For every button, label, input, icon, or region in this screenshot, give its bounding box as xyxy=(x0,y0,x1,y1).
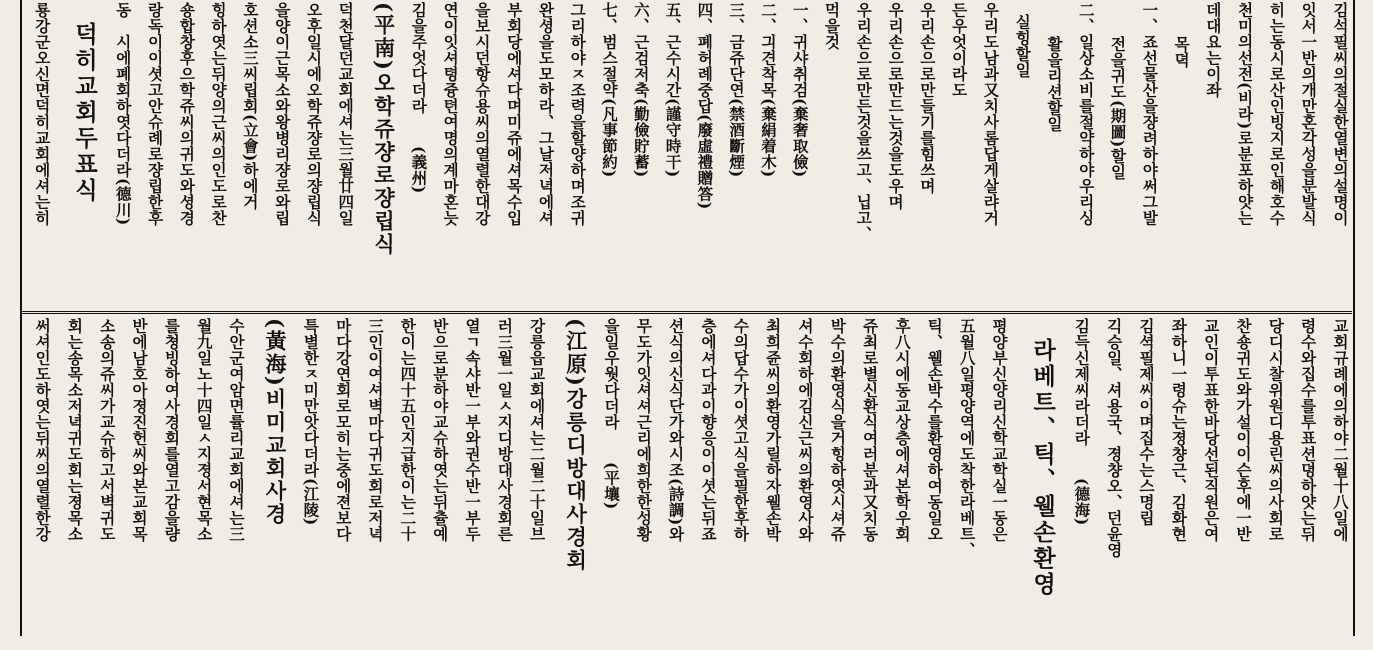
top-text-column: 七、범스절약(凡事節約) xyxy=(600,2,620,178)
bottom-text-column: 을일우웟다더라 (平壤) xyxy=(602,318,622,510)
top-text-column: 三、금쥬단연(禁酒斷煙) xyxy=(727,2,747,178)
top-text-column: 一、죠선물산을쟝려하야써그발 xyxy=(1140,2,1160,226)
bottom-text-column: 러三월一일ㅅ지디방대사경회른 xyxy=(495,318,515,542)
top-text-column: 二、일상소비를절약하야우리싱 xyxy=(1076,2,1096,226)
top-text-column: 우리도남과又치사롬답게살랴거 xyxy=(981,2,1001,226)
bottom-text-column: 교인이투표한바당선된직원은여 xyxy=(1201,318,1221,542)
bottom-text-column: 특별한ㅈ미만앗다더라(江陵) xyxy=(301,318,321,526)
top-text-column: (平南)오학쥬쟝로쟝립식 xyxy=(371,2,397,256)
bottom-text-column: 마다강연회로모히는중에젼보다 xyxy=(333,318,353,542)
bottom-text-column: 최희쥰씨의환영가릴하자웰손박 xyxy=(763,318,783,542)
bottom-text-column: 당디시찰위원디용린씨의사회로 xyxy=(1266,318,1286,542)
top-text-column: 을보시던항슈용씨의열렬한대강 xyxy=(472,2,492,226)
top-text-column: 먹을것 xyxy=(822,2,842,50)
bottom-text-column: 층에셔다과이향응이이셧는뒤죠 xyxy=(699,318,718,542)
bottom-text-column: 라베트、틱、웰손환영 xyxy=(1029,338,1057,598)
right-border-rule xyxy=(1353,0,1355,636)
bottom-columns xyxy=(22,318,1352,630)
bottom-text-column: 평양부신양리신학교학실一동은 xyxy=(989,318,1009,542)
top-text-column: 전을귀도(期圖)할일 xyxy=(1108,36,1128,180)
bottom-text-column: 무도가잇셔셔근리에희한한성황 xyxy=(634,318,654,542)
top-text-column: 一、귀샤취검(棄奢取儉) xyxy=(790,2,810,178)
top-text-column: 활을리션할일 xyxy=(1044,36,1064,132)
top-text-column: 힝하엿는뒤양의근씨의인도로찬 xyxy=(209,2,229,226)
top-text-column: 김석필씨의절실한열변의설명이 xyxy=(1331,2,1350,226)
bottom-text-column: 소송의쥬씨가교슈하고서벽귀도 xyxy=(97,318,117,542)
bottom-panel xyxy=(22,318,1352,630)
top-text-column: 김을주엇다더라 (義州) xyxy=(409,2,429,194)
bottom-text-column: 회는송목소저녁귀도회는졍목소 xyxy=(65,318,85,542)
top-text-column: 데대요는이좌 xyxy=(1203,2,1223,98)
bottom-text-column: 후八시에동교상층에셔본학우회 xyxy=(892,318,912,542)
top-text-column: 천미의선전(비라)로분포하얏는 xyxy=(1235,2,1255,226)
top-text-column: 우리손으로만드는것을도우며 xyxy=(886,2,906,210)
top-columns xyxy=(22,2,1352,310)
bottom-text-column: 좌하니一령슈는졍챵근、김화현 xyxy=(1169,318,1189,542)
bottom-text-column: 열ㄱ속샤반一부와권수반一부두 xyxy=(463,318,483,542)
top-panel xyxy=(22,2,1352,310)
top-text-column: 랑독이이셧고안슈례로쟝립한후 xyxy=(145,2,165,226)
bottom-text-column: 강릉읍교회에셔는二월二十일브 xyxy=(527,318,547,542)
top-text-column: 완셩을도모하라、그날저녁에셔 xyxy=(536,2,556,226)
top-text-column: 부회당에셔다며미쥬에셔목수입 xyxy=(504,2,524,226)
top-text-column: 六、근검저축(勤儉貯蓄) xyxy=(631,2,651,178)
bottom-text-column: 三인이여셔벽마다귀도회로저녁 xyxy=(366,318,386,542)
top-text-column: 우리손으로만들기를힘쓰며 xyxy=(917,2,937,194)
top-text-column: 든우엇이라도 xyxy=(949,2,969,98)
bottom-text-column: 반으로분하야교슈하엿는뒤츌예 xyxy=(430,318,450,542)
bottom-text-column: 교회규례에의하야二월十八일에 xyxy=(1331,318,1350,542)
bottom-text-column: (江原)강릉디방대사경회 xyxy=(563,318,589,572)
bottom-text-column: 반에남호아졍진헌씨와본교회목 xyxy=(130,318,150,542)
top-text-column: 호션소三씨립회(立會)하에거 xyxy=(240,2,260,210)
top-text-column: 四、폐허례중답(廢虛禮贈答) xyxy=(695,2,715,210)
top-text-column: 연이잇셔텽즁텬여명의계마혼늣 xyxy=(441,2,461,226)
top-text-column: 그리하야ㅈ조력을할양하며조귀 xyxy=(568,2,588,226)
section-divider-rule xyxy=(22,311,1352,314)
bottom-text-column: 박수의환영식을거힝하엿시셔쥬 xyxy=(828,318,848,542)
bottom-text-column: 한이는四十五인지급한이는二十 xyxy=(398,318,418,542)
bottom-text-column: 션식의신식단가와시조(詩調)와 xyxy=(666,318,686,542)
top-text-column: 잇서一반의개만혼각성을분발식 xyxy=(1299,2,1319,226)
bottom-text-column: (黃海)비미교회사경 xyxy=(263,318,289,526)
bottom-text-column: 월九일노十四일ㅅ지졍서현목소 xyxy=(194,318,214,542)
bottom-text-column: 김셕필제씨이며집수는스명립 xyxy=(1137,318,1157,526)
top-text-column: 을양이근목소와왕병리쟝로와립 xyxy=(272,2,292,226)
top-text-column: 덕히교회두표식 xyxy=(71,22,98,204)
bottom-text-column: 쥬최로별신환식여러분과又치동 xyxy=(860,318,880,542)
bottom-text-column: 김득신제씨라더라 (德海) xyxy=(1072,318,1092,526)
top-text-column: 우리손으로만든것을쓰고、닙고、 xyxy=(854,2,874,242)
top-text-column: 오후일시에오학쥬쟝로의쟝립식 xyxy=(304,2,324,226)
bottom-text-column: 셔수회하에김신근씨의환영사와 xyxy=(795,318,815,542)
bottom-text-column: 틱、웰손박수를환영하여동일오 xyxy=(925,318,945,542)
bottom-text-column: 수의답수가이셧고식을필한후하 xyxy=(731,318,751,542)
top-text-column: 실힝할일 xyxy=(1013,14,1033,78)
top-text-column: 목뎍 xyxy=(1172,36,1192,68)
bottom-text-column: 수안군여암면률리교회에셔는三 xyxy=(227,318,247,542)
bottom-text-column: 五월八일평양역에도착한라베트、 xyxy=(957,318,977,558)
top-text-column: 二、긔견착목(棄絹着木) xyxy=(758,2,778,178)
bottom-text-column: 찬숑귀도와가설이이슨후에一반 xyxy=(1234,318,1254,542)
top-text-column: 五、근수시간(謹守時干) xyxy=(663,2,683,178)
bottom-text-column: 령수와집수를투표션뎡하얏는뒤 xyxy=(1298,318,1318,542)
top-text-column: 숑합창후으학쥬씨의귀도와셩경 xyxy=(177,2,197,226)
top-text-column: 덕천달던교회에셔는三월廿四일 xyxy=(336,2,356,226)
top-text-column: 룡강군오신면덕히교회에셔는히 xyxy=(32,2,52,226)
top-text-column: 히는동시로산인빙지로인해호수 xyxy=(1267,2,1287,226)
bottom-text-column: 를쳥빙하여사경회를열고감을량 xyxy=(162,318,182,542)
bottom-text-column: 긱승일、셔용국、졍챵오、던윤영 xyxy=(1104,318,1124,558)
bottom-text-column: 써셔인도하엿는뒤씨의열렬한강 xyxy=(33,318,53,542)
top-text-column: 동 시에폐회하엿다더라(德川) xyxy=(113,2,133,226)
